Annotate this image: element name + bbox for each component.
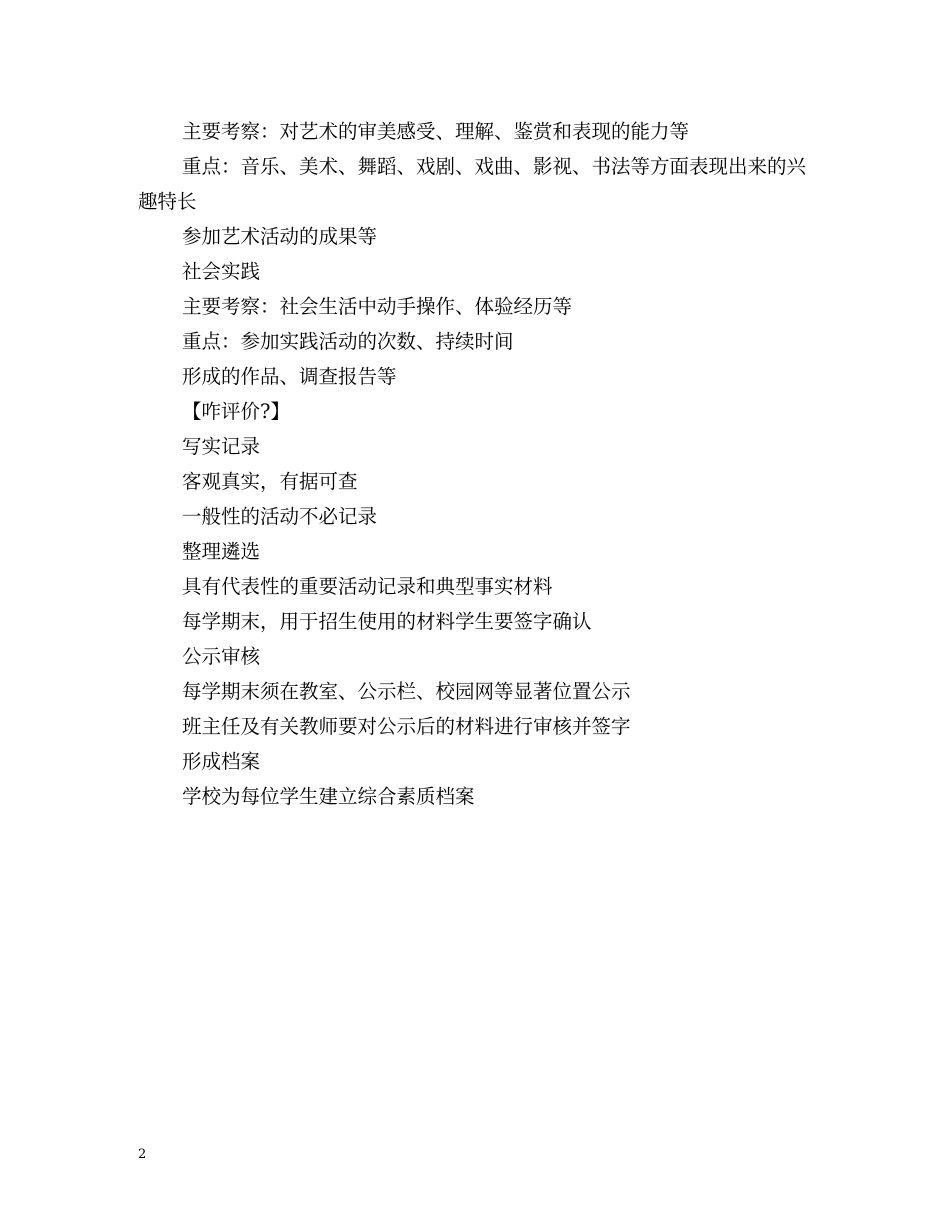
paragraph: 客观真实，有据可查	[182, 470, 358, 493]
paragraph: 【咋评价?】	[182, 400, 290, 423]
paragraph: 写实记录	[182, 435, 261, 458]
paragraph: 重点：参加实践活动的次数、持续时间	[182, 330, 514, 353]
paragraph: 主要考察：社会生活中动手操作、体验经历等	[182, 295, 573, 318]
document-body	[138, 114, 818, 814]
paragraph: 主要考察：对艺术的审美感受、理解、鉴赏和表现的能力等	[182, 120, 690, 143]
paragraph: 具有代表性的重要活动记录和典型事实材料	[182, 575, 553, 598]
paragraph: 参加艺术活动的成果等	[182, 225, 378, 248]
paragraph: 社会实践	[182, 260, 261, 283]
paragraph: 形成的作品、调查报告等	[182, 365, 397, 388]
paragraph: 每学期末，用于招生使用的材料学生要签字确认	[182, 610, 592, 633]
paragraph: 班主任及有关教师要对公示后的材料进行审核并签字	[182, 715, 631, 738]
paragraph: 重点：音乐、美术、舞蹈、戏剧、戏曲、影视、书法等方面表现出来的兴趣特长	[138, 155, 807, 213]
paragraph: 每学期末须在教室、公示栏、校园网等显著位置公示	[182, 680, 631, 703]
paragraph: 学校为每位学生建立综合素质档案	[182, 785, 475, 808]
paragraph: 形成档案	[182, 750, 261, 773]
paragraph: 一般性的活动不必记录	[182, 505, 378, 528]
paragraph: 公示审核	[182, 645, 261, 668]
paragraph: 整理遴选	[182, 540, 261, 563]
page-number: 2	[138, 1147, 147, 1162]
